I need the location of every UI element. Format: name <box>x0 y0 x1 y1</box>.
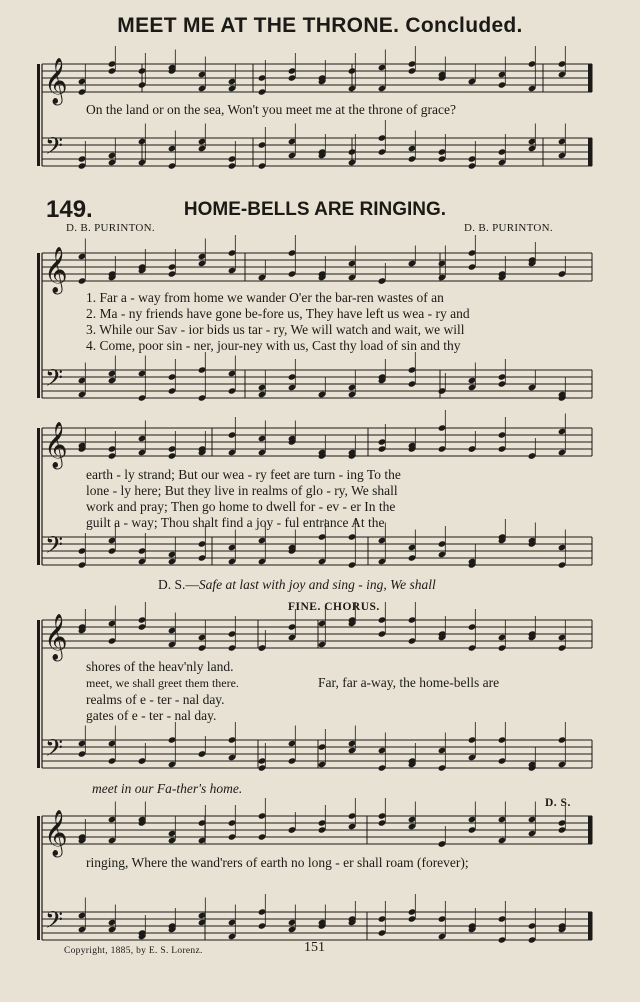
svg-text:𝄢: 𝄢 <box>45 531 64 564</box>
verse-line-1-3: 3. While our Sav - ior bids us tar - ry, We will watch and wait, we will <box>86 322 465 337</box>
concluded-lyric: On the land or on the sea, Won't you meet me at the throne of grace? <box>86 102 456 117</box>
verse-line-3-4: gates of e - ter - nal day. <box>86 708 217 723</box>
svg-text:𝄢: 𝄢 <box>45 132 64 165</box>
words-credit: D. B. PURINTON. <box>66 222 155 234</box>
system4-lyric: ringing, Where the wand'rers of earth no long - er shall roam (forever); <box>86 855 469 870</box>
ds-prefix: D. S.— <box>158 577 199 592</box>
page-number: 151 <box>304 940 325 955</box>
ds-marker: D. S. <box>545 797 571 809</box>
ds-under-line: meet in our Fa-ther's home. <box>92 781 243 796</box>
verse-line-2-4: guilt a - way; Thou shalt find a joy - ful entrance At the <box>86 515 385 530</box>
verse-line-2-3: work and pray; Then go home to dwell for - ev - er In the <box>86 499 396 514</box>
svg-text:𝄞: 𝄞 <box>44 422 68 468</box>
svg-text:𝄞: 𝄞 <box>44 58 68 104</box>
ds-line <box>158 577 436 593</box>
svg-text:𝄞: 𝄞 <box>44 614 68 660</box>
verse-line-3-3: realms of e - ter - nal day. <box>86 692 225 707</box>
verse-line-3-2: meet, we shall greet them there. <box>86 676 239 690</box>
ds-text: Safe at last with joy and sing - ing, We shall <box>198 577 436 592</box>
verse-line-1-1: 1. Far a - way from home we wander O'er the bar-ren wastes of an <box>86 290 444 305</box>
svg-text:𝄢: 𝄢 <box>45 734 64 767</box>
verse-line-2-1: earth - ly strand; But our wea - ry feet are turn - ing To the <box>86 467 401 482</box>
verse-line-1-4: 4. Come, poor sin - ner, jour-ney with us, Cast thy load of sin and thy <box>86 338 461 353</box>
svg-text:𝄢: 𝄢 <box>45 364 64 397</box>
verse-line-1-2: 2. Ma - ny friends have gone be-fore us, They have left us wea - ry and <box>86 306 470 321</box>
copyright-notice: Copyright, 1885, by E. S. Lorenz. <box>64 946 203 956</box>
chorus-line: Far, far a-way, the home-bells are <box>318 675 500 690</box>
verse-line-2-2: lone - ly here; But they live in realms of glo - ry, We shall <box>86 483 398 498</box>
music-credit: D. B. PURINTON. <box>464 222 553 234</box>
fine-chorus-label: FINE. CHORUS. <box>288 601 380 613</box>
svg-text:𝄞: 𝄞 <box>44 247 68 293</box>
hymn-title: HOME-BELLS ARE RINGING. <box>183 199 447 220</box>
svg-text:𝄞: 𝄞 <box>44 810 68 856</box>
svg-text:𝄢: 𝄢 <box>45 906 64 939</box>
hymn-number: 149. <box>46 196 93 223</box>
concluded-title: MEET ME AT THE THRONE. Concluded. <box>117 14 523 37</box>
verse-line-3-1: shores of the heav'nly land. <box>86 659 234 674</box>
